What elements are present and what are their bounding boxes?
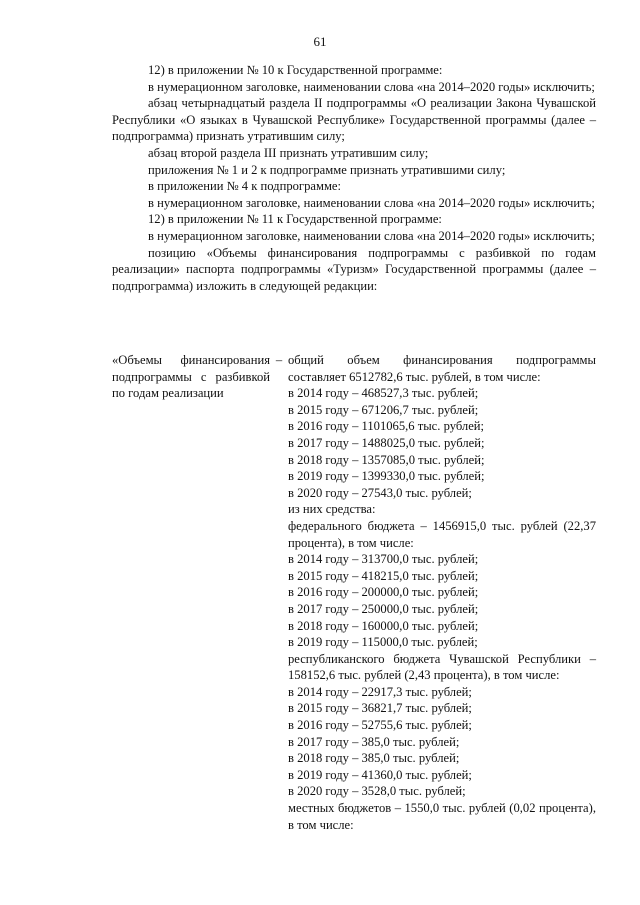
financing-line: федерального бюджета – 1456915,0 тыс. рублей (22,37 процента), в том числе: [288,518,596,550]
financing-line: в 2018 году – 385,0 тыс. рублей; [288,751,460,766]
financing-line: в 2016 году – 1101065,6 тыс. рублей; [288,419,485,434]
paragraph: в нумерационном заголовке, наименовании слова «на 2014–2020 годы» исключить; [148,195,595,210]
paragraph: 12) в приложении № 10 к Государственной программе: [148,63,443,77]
financing-line: в 2016 году – 200000,0 тыс. рублей; [288,585,479,600]
financing-line: в 2020 году – 3528,0 тыс. рублей; [288,784,466,799]
financing-line: в 2016 году – 52755,6 тыс. рублей; [288,718,472,733]
paragraph: в приложении № 4 к подпрограмме: [148,179,342,194]
financing-line: в 2015 году – 418215,0 тыс. рублей; [288,568,479,583]
paragraph: в нумерационном заголовке, наименовании слова «на 2014–2020 годы» исключить; [148,79,595,94]
label-dash: – [275,353,283,367]
financing-line: республиканского бюджета Чувашской Республики – 158152,6 тыс. рублей (2,43 процента), в том числе: [288,651,596,683]
financing-line: в 2018 году – 1357085,0 тыс. рублей; [288,452,485,467]
financing-line: в 2019 году – 1399330,0 тыс. рублей; [288,469,485,484]
financing-line: в 2017 году – 385,0 тыс. рублей; [288,734,460,749]
financing-line: в 2020 году – 27543,0 тыс. рублей; [288,485,472,500]
financing-line: в 2018 году – 160000,0 тыс. рублей; [288,618,479,633]
financing-line: в 2014 году – 22917,3 тыс. рублей; [288,684,472,699]
financing-line: в 2015 году – 36821,7 тыс. рублей; [288,701,472,716]
financing-line: в 2017 году – 250000,0 тыс. рублей; [288,601,479,616]
financing-line: из них средства: [288,502,376,517]
paragraph: абзац второй раздела III признать утратившим силу; [148,145,429,160]
financing-line: в 2014 году – 468527,3 тыс. рублей; [288,386,479,401]
paragraph: позицию «Объемы финансирования подпрограммы с разбивкой по годам реализации» паспорта подпрограммы «Туризм» Государственной программы (далее – подпрограмма) изложить в следующей редакции: [112,245,596,293]
paragraph: в нумерационном заголовке, наименовании слова «на 2014–2020 годы» исключить; [148,228,595,243]
financing-values [288,352,596,833]
paragraph: абзац четырнадцатый раздела II подпрограммы «О реализации Закона Чувашской Республики «О языках в Чувашской Республике» Государственной программы (далее – подпрограмма) признать утратившим силу; [112,96,596,144]
financing-line: в 2015 году – 671206,7 тыс. рублей; [288,402,479,417]
financing-line: местных бюджетов – 1550,0 тыс. рублей (0,02 процента), в том числе: [288,801,596,832]
financing-line: общий объем финансирования подпрограммы составляет 6512782,6 тыс. рублей, в том числе: [288,353,596,384]
financing-line: в 2017 году – 1488025,0 тыс. рублей; [288,435,485,450]
paragraph: 12) в приложении № 11 к Государственной программе: [148,212,442,227]
financing-line: в 2019 году – 41360,0 тыс. рублей; [288,767,472,782]
financing-table [112,352,596,833]
financing-label: «Объемы финансирования подпрограммы с разбивкой по годам реализации [112,353,270,401]
financing-line: в 2019 году – 115000,0 тыс. рублей; [288,635,478,650]
financing-line: в 2014 году – 313700,0 тыс. рублей; [288,552,479,567]
document-body [112,62,596,294]
page-number: 61 [313,34,327,49]
paragraph: приложения № 1 и 2 к подпрограмме признать утратившими силу; [148,162,506,177]
